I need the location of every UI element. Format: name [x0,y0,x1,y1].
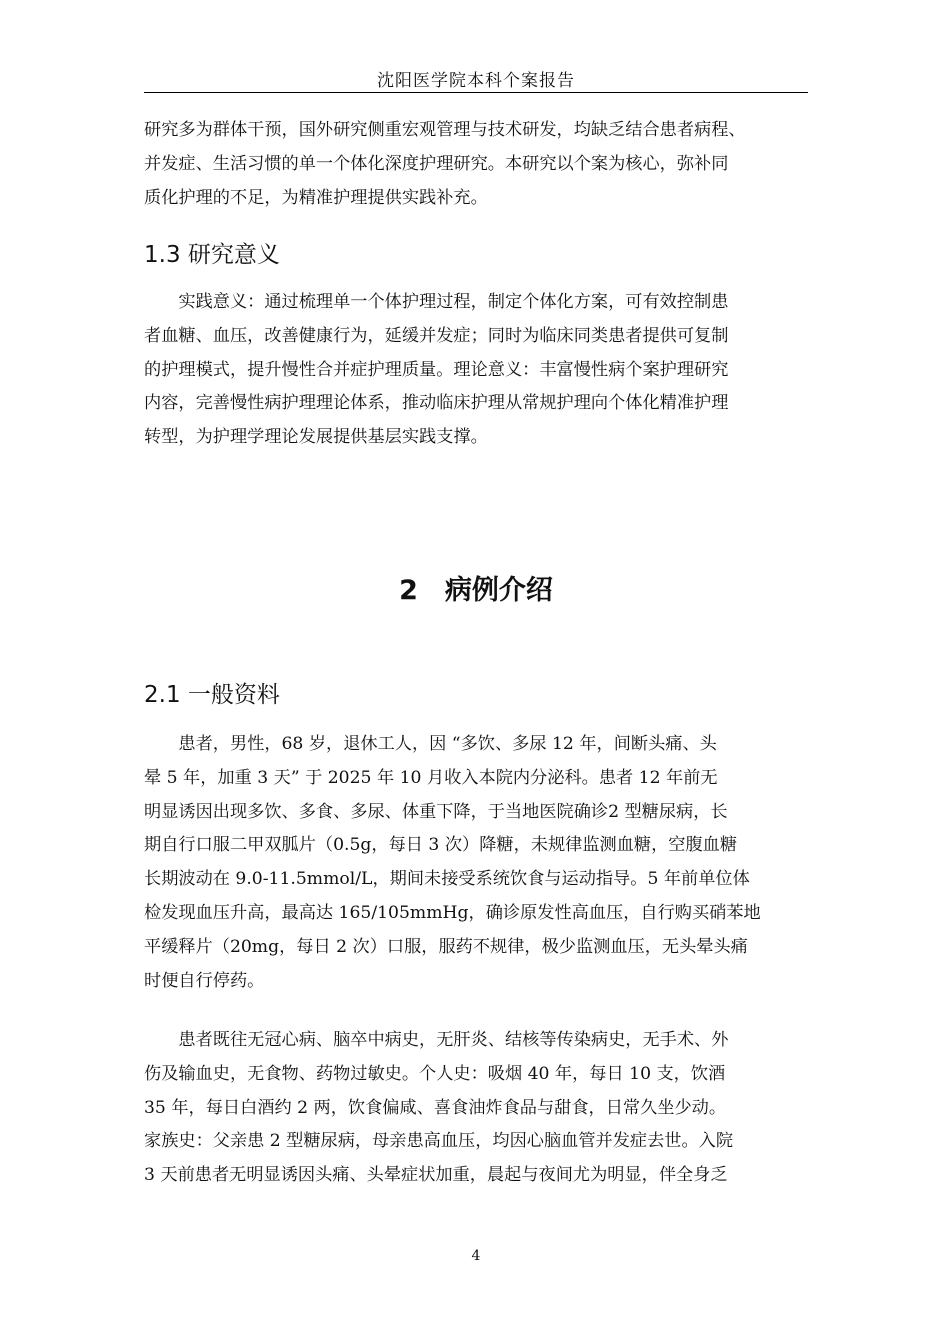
text-line: 并发症、生活习惯的单一个体化深度护理研究。本研究以个案为核心，弥补同 [144,153,729,174]
text-line: 平缓释片（20mg，每日 2 次）口服，服药不规律，极少监测血压，无头晕头痛 [144,936,748,957]
text-line: 明显诱因出现多饮、多食、多尿、体重下降，于当地医院确诊2 型糖尿病，长 [144,801,728,822]
text-line: 3 天前患者无明显诱因头痛、头晕症状加重，晨起与夜间尤为明显，伴全身乏 [144,1165,728,1186]
text-line: 患者既往无冠心病、脑卒中病史，无肝炎、结核等传染病史，无手术、外 [144,1030,729,1050]
page-number: 4 [471,1248,481,1264]
paragraph-intro [144,114,808,215]
text-line: 期自行口服二甲双胍片（0.5g，每日 3 次）降糖，未规律监测血糖，空腹血糖 [144,835,738,856]
text-line: 家族史：父亲患 2 型糖尿病，母亲患高血压，均因心脑血管并发症去世。入院 [144,1131,734,1152]
paragraph-significance [144,286,808,455]
text-line: 研究多为群体干预，国外研究侧重宏观管理与技术研发，均缺乏结合患者病程、 [144,120,746,140]
paragraph-past-history [144,1024,808,1193]
text-line: 时便自行停药。 [144,970,265,991]
text-line: 长期波动在 9.0-11.5mmol/L，期间未接受系统饮食与运动指导。5 年前单位体 [144,869,750,890]
text-line: 实践意义：通过梳理单一个体护理过程，制定个体化方案，可有效控制患 [144,292,729,312]
text-line: 的护理模式，提升慢性合并症护理质量。理论意义：丰富慢性病个案护理研究 [144,359,729,380]
text-line: 晕 5 年，加重 3 天” 于 2025 年 10 月收入本院内分泌科。患者 12 年前无 [144,767,718,788]
text-line: 转型，为护理学理论发展提供基层实践支撑。 [144,427,488,448]
section-heading-2-1: 2.1 一般资料 [144,682,280,708]
text-line: 患者，男性，68 岁，退休工人，因 “多饮、多尿 12 年，间断头痛、头 [144,734,717,754]
chapter-heading-2: 2 病例介绍 [399,575,553,606]
paragraph-case-history [144,728,808,998]
section-heading-1-3: 1.3 研究意义 [144,242,280,268]
header-rule [144,92,808,93]
text-line: 者血糖、血压，改善健康行为，延缓并发症；同时为临床同类患者提供可复制 [144,325,729,346]
text-line: 质化护理的不足，为精准护理提供实践补充。 [144,187,488,208]
page-header-title: 沈阳医学院本科个案报告 [377,71,575,91]
text-line: 伤及输血史，无食物、药物过敏史。个人史：吸烟 40 年，每日 10 支，饮酒 [144,1063,726,1084]
text-line: 35 年，每日白酒约 2 两，饮食偏咸、喜食油炸食品与甜食，日常久坐少动。 [144,1097,727,1118]
text-line: 检发现血压升高，最高达 165/105mmHg，确诊原发性高血压，自行购买硝苯地 [144,902,761,923]
text-line: 内容，完善慢性病护理理论体系，推动临床护理从常规护理向个体化精准护理 [144,393,729,414]
